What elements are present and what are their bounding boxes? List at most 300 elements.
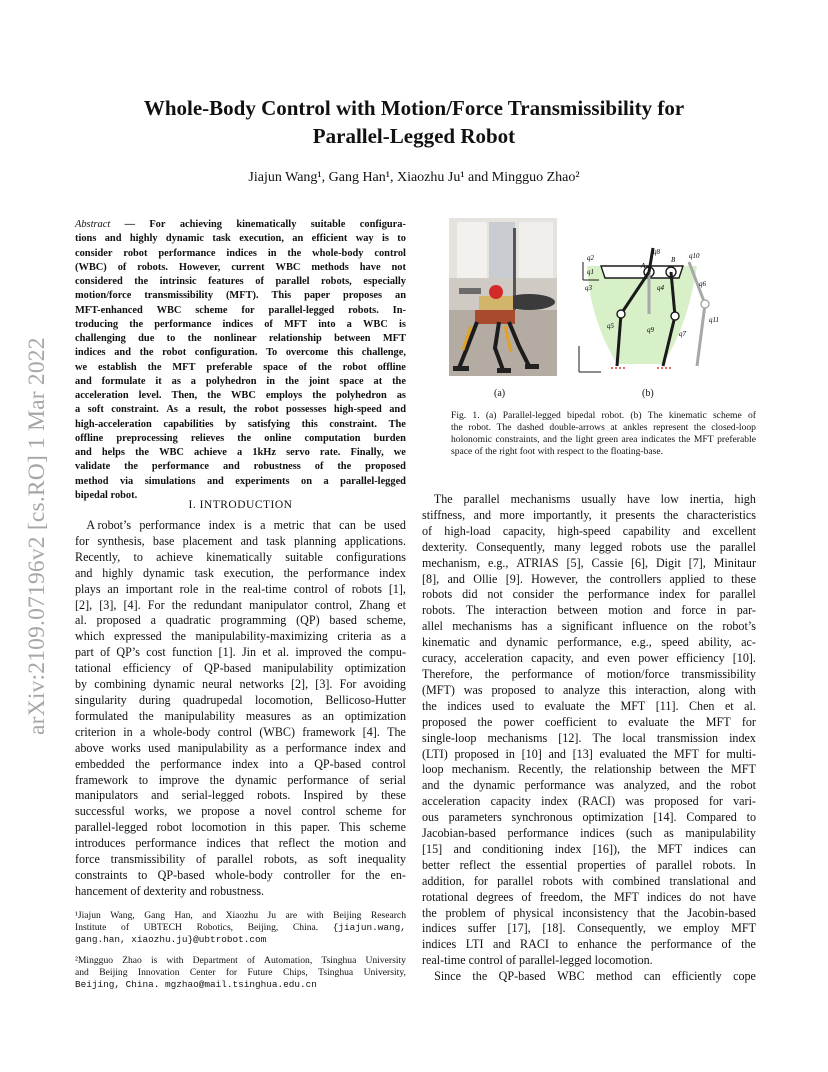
text-word: al. xyxy=(277,645,290,660)
text-word: of xyxy=(100,645,111,660)
paragraph-line xyxy=(75,550,406,566)
text-word: kinematic xyxy=(422,635,470,650)
text-word: simulations xyxy=(144,475,196,487)
text-word: for xyxy=(695,587,710,602)
text-word: for xyxy=(391,804,406,819)
text-word: dynamic xyxy=(506,635,548,650)
text-word: the xyxy=(484,666,500,681)
text-word: to xyxy=(544,682,555,697)
text-word: For xyxy=(149,219,166,230)
text-word: role xyxy=(179,581,199,596)
text-word: parallel-legged xyxy=(75,820,148,835)
text-word: important xyxy=(125,581,173,596)
abstract-line xyxy=(75,432,406,446)
text-word: expressed xyxy=(114,629,162,644)
text-word: these xyxy=(731,571,756,586)
text-word: the xyxy=(741,937,756,952)
text-word: proposed xyxy=(422,714,467,729)
text-word: WBC xyxy=(156,304,182,316)
text-word: Chips, xyxy=(282,967,308,978)
text-word: constraints xyxy=(75,867,128,882)
text-word: use xyxy=(670,539,687,554)
text-word: optimization xyxy=(344,661,406,676)
text-word: The xyxy=(647,410,663,421)
text-word: suffer xyxy=(467,921,496,936)
joint-label-q7: q7 xyxy=(679,330,686,338)
text-word: bipedal xyxy=(567,410,596,421)
text-word: Since xyxy=(422,969,461,984)
text-word: the xyxy=(134,276,149,287)
text-word: index xyxy=(354,740,382,755)
text-word: joint xyxy=(308,375,330,387)
text-word: The xyxy=(388,418,406,430)
text-word: ac- xyxy=(741,635,756,650)
text-word: space xyxy=(263,361,288,373)
text-word: to xyxy=(746,810,756,825)
text-word: [9]. xyxy=(505,571,523,586)
text-word: Beijing xyxy=(333,910,362,921)
text-word: synthesis, xyxy=(97,533,145,548)
paragraph-line xyxy=(75,804,406,820)
text-word: of xyxy=(182,661,193,676)
text-word: possesses xyxy=(286,404,327,416)
text-word: to xyxy=(138,772,149,787)
text-word: due xyxy=(138,333,155,344)
figure-robot-photo xyxy=(449,218,557,376)
text-word: vari- xyxy=(733,794,756,809)
text-word: this xyxy=(337,347,354,359)
text-word: and xyxy=(240,533,259,548)
text-word: addition, xyxy=(422,873,465,888)
paragraph-line xyxy=(422,731,756,747)
text-word: kinematically xyxy=(236,219,297,230)
text-word: robot xyxy=(123,247,148,259)
text-word: especially xyxy=(363,276,406,287)
text-word: between xyxy=(334,333,371,344)
text-word: evaluate xyxy=(544,698,585,713)
text-word: gang.han, xiaozhu.ju}@ubtrobot.com xyxy=(75,934,267,945)
text-word: index xyxy=(554,841,582,856)
text-word: Finally, xyxy=(350,447,384,458)
text-word: and xyxy=(75,447,92,458)
paragraph-line xyxy=(422,556,756,572)
text-word: This xyxy=(271,290,292,302)
text-word: the xyxy=(129,318,144,330)
text-word: a xyxy=(75,404,81,416)
text-word: mechanisms xyxy=(487,730,548,745)
text-word: proposed xyxy=(491,682,536,697)
text-word: and xyxy=(75,565,93,580)
text-word: The xyxy=(422,492,453,506)
text-word: dynamic xyxy=(235,772,277,787)
text-word: parallel xyxy=(497,873,534,888)
text-word: the xyxy=(472,969,488,984)
text-word: nonlinear xyxy=(213,333,257,344)
text-word: transmissibility xyxy=(144,290,214,302)
text-word: kinematic xyxy=(668,410,707,421)
text-word: of xyxy=(422,523,433,538)
text-word: Parallel-legged xyxy=(502,410,561,421)
text-word: can xyxy=(643,969,661,984)
text-word: plays xyxy=(75,581,101,596)
text-word: we xyxy=(393,447,406,458)
text-word: importantly, xyxy=(532,507,592,522)
text-word: WBC xyxy=(557,969,585,984)
text-word: capacity, xyxy=(531,651,574,666)
text-word: whole-body xyxy=(312,247,364,259)
paragraph-line xyxy=(422,492,756,508)
text-word: capabilities xyxy=(163,418,214,430)
text-word: motion xyxy=(344,836,379,851)
text-word: Then, xyxy=(171,390,198,401)
joint-label-q9: q9 xyxy=(647,326,654,334)
text-word: control xyxy=(374,247,406,259)
footnote-affiliation-1 xyxy=(75,910,406,946)
text-word: challenge, xyxy=(361,347,406,359)
text-word: the xyxy=(284,375,299,387)
text-word: the xyxy=(679,714,695,729)
text-word: and xyxy=(653,603,671,618)
text-word: as xyxy=(301,708,312,723)
text-word: capability xyxy=(622,523,671,538)
text-word: characteristics xyxy=(686,507,756,522)
paragraph-line xyxy=(422,619,756,635)
text-word: embedded xyxy=(75,756,125,771)
text-word: paper. xyxy=(300,820,330,835)
text-word: framework xyxy=(302,724,356,739)
text-word: local xyxy=(622,730,646,745)
text-word: significant xyxy=(561,619,613,634)
text-word: the xyxy=(695,539,711,554)
paragraph-line xyxy=(422,937,756,953)
text-word: highly xyxy=(129,233,158,245)
text-word: acceleration xyxy=(422,794,481,809)
text-word: as xyxy=(663,826,674,841)
text-word: the xyxy=(678,433,691,445)
text-word: the xyxy=(663,507,679,522)
text-word: manipulability xyxy=(177,740,249,755)
text-word: [2], xyxy=(290,677,309,692)
text-word: and xyxy=(388,836,406,851)
text-word: to xyxy=(166,333,176,344)
text-word: the xyxy=(563,587,579,602)
text-word: excellent xyxy=(712,523,756,538)
text-word: ²Mingguo xyxy=(75,955,114,966)
text-word: a xyxy=(346,318,352,330)
text-word: proposes xyxy=(343,290,383,302)
text-word: a xyxy=(140,724,146,739)
text-word: robustness xyxy=(253,461,301,473)
text-word: e.g., xyxy=(631,635,652,650)
text-word: and xyxy=(479,635,497,650)
text-word: to xyxy=(558,937,568,952)
abstract-line xyxy=(75,375,406,389)
text-word: space xyxy=(339,375,364,387)
text-word: the xyxy=(347,645,363,660)
text-word: constraint. xyxy=(111,404,159,416)
text-word: dynamic xyxy=(473,778,515,793)
text-word: Wang, xyxy=(110,910,135,921)
text-word: University, xyxy=(363,967,406,978)
kinematic-scheme-diagram xyxy=(571,244,731,376)
abstract-line xyxy=(75,218,406,232)
text-word: performance xyxy=(588,587,650,602)
text-word: Center xyxy=(189,967,216,978)
abstract-line xyxy=(75,361,406,375)
text-word: not xyxy=(709,889,726,904)
text-word: indices xyxy=(693,841,728,856)
text-word: result, xyxy=(197,404,226,416)
text-word: computation xyxy=(304,432,361,444)
text-word: MFT xyxy=(657,841,683,856)
text-word: optimization xyxy=(582,810,644,825)
text-word: used xyxy=(491,698,515,713)
text-word: 1. xyxy=(472,410,480,421)
text-word: considered xyxy=(75,276,123,287)
text-word: robot. xyxy=(601,410,625,421)
paragraph-line xyxy=(75,582,406,598)
text-word: base xyxy=(152,533,175,548)
text-word: (MFT). xyxy=(225,290,259,302)
abstract-line xyxy=(75,318,406,332)
text-word: Tsinghua xyxy=(321,955,357,966)
text-word: (such xyxy=(625,826,653,841)
text-word: the xyxy=(171,629,186,644)
caption-line xyxy=(451,446,756,458)
text-word: control xyxy=(293,581,328,596)
text-word: et xyxy=(262,645,272,660)
text-word: e.g., xyxy=(487,555,509,570)
paragraph-line xyxy=(422,858,756,874)
text-word: presents xyxy=(615,507,655,522)
paragraph-line xyxy=(422,953,756,969)
text-word: in xyxy=(505,746,515,761)
text-word: of xyxy=(264,318,273,330)
text-word: to xyxy=(137,867,148,882)
text-word: influence xyxy=(622,619,668,634)
text-word: high-speed xyxy=(557,523,611,538)
text-word: dashed xyxy=(517,421,544,433)
text-word: In xyxy=(745,857,756,872)
text-word: dynamic xyxy=(142,565,185,580)
footnote-line xyxy=(75,922,406,934)
text-word: efficient xyxy=(311,233,348,245)
text-word: [1], xyxy=(388,581,406,596)
text-word: index xyxy=(659,587,686,602)
robot-photo-illustration xyxy=(449,218,557,376)
text-word: kinematically xyxy=(206,549,273,564)
text-word: efficiency xyxy=(122,661,171,676)
paragraph-line xyxy=(75,534,406,550)
text-word: proposed xyxy=(365,461,406,473)
text-word: relationship xyxy=(594,762,652,777)
text-word: an xyxy=(395,290,406,302)
text-word: polyhedron xyxy=(336,390,387,401)
text-word: hancement of dexterity and robustness. xyxy=(75,883,265,898)
text-word: the xyxy=(663,905,679,920)
text-word: performance xyxy=(507,826,569,841)
text-word: programming xyxy=(220,613,287,628)
text-word: mechanism. xyxy=(451,762,510,777)
text-word: have xyxy=(627,492,650,506)
text-word: evaluate xyxy=(628,714,669,729)
text-word: motion/force xyxy=(75,290,132,302)
text-word: validate xyxy=(75,461,111,473)
text-word: performance xyxy=(524,778,586,793)
text-word: inertia, xyxy=(689,492,724,506)
text-word: singularity xyxy=(75,692,127,707)
text-word: This xyxy=(339,820,361,835)
abstract-line xyxy=(75,261,406,275)
text-word: inequality xyxy=(357,852,406,867)
text-word: for xyxy=(473,873,488,888)
text-word: the xyxy=(237,432,252,444)
caption-line xyxy=(451,434,756,446)
text-word: (a) xyxy=(485,410,497,421)
text-word: curacy, xyxy=(422,651,457,666)
text-word: intrinsic xyxy=(159,276,197,287)
text-word: space of the right foot with respect to the floating-base. xyxy=(451,445,664,457)
text-word: [1]. xyxy=(218,645,236,660)
text-word: control xyxy=(217,724,253,739)
text-word: the xyxy=(287,247,302,259)
text-word: and xyxy=(222,461,240,473)
text-word: acceleration xyxy=(464,651,523,666)
text-word: the xyxy=(147,361,162,373)
text-word: experiments xyxy=(235,475,290,487)
text-word: the xyxy=(698,619,713,634)
paragraph-line xyxy=(422,540,756,556)
text-word: execution, xyxy=(239,233,284,245)
text-word: allel xyxy=(422,619,443,634)
text-word: by xyxy=(75,677,88,692)
text-word: the xyxy=(626,937,642,952)
text-word: was xyxy=(463,682,483,697)
text-word: of xyxy=(584,666,595,681)
arxiv-identifier-stamp: arXiv:2109.07196v2 [cs.RO] 1 Mar 2022 xyxy=(24,337,50,735)
text-word: robots. xyxy=(257,788,291,803)
text-word: Zhang xyxy=(359,597,391,612)
text-word: The xyxy=(592,730,612,745)
knee-joint xyxy=(701,300,709,308)
text-word: manipulators xyxy=(75,788,139,803)
text-word: level. xyxy=(138,390,162,401)
text-word: of xyxy=(255,276,264,287)
abstract-line xyxy=(75,332,406,346)
text-word: Fig. xyxy=(451,410,467,421)
text-word: works xyxy=(111,740,141,755)
text-word: indices xyxy=(222,318,254,330)
paragraph-line xyxy=(422,747,756,763)
text-word: consider xyxy=(75,247,113,259)
text-word: satisfying xyxy=(247,418,290,430)
text-word: essential xyxy=(525,857,568,872)
text-word: MFT xyxy=(731,762,756,777)
text-word: MFT xyxy=(614,889,639,904)
text-word: [2], xyxy=(75,597,93,612)
text-word: for xyxy=(340,867,355,882)
text-word: bipedal robot. xyxy=(75,489,138,501)
text-word: burden xyxy=(373,432,406,444)
text-word: Beijing xyxy=(99,967,128,978)
text-word: and xyxy=(447,571,465,586)
text-word: high xyxy=(734,492,756,506)
text-word: properties xyxy=(577,857,626,872)
text-word: and xyxy=(104,233,122,245)
text-word: Chen xyxy=(688,698,715,713)
text-word: serial xyxy=(379,772,406,787)
text-word: (RACI) xyxy=(578,794,616,809)
text-word: consider xyxy=(512,587,554,602)
text-word: [5], xyxy=(566,555,584,570)
text-word: cost xyxy=(146,645,166,660)
paragraph-line xyxy=(422,651,756,667)
text-word: of xyxy=(721,937,732,952)
joint-label-q4: q4 xyxy=(657,284,664,292)
text-word: To xyxy=(266,347,278,359)
text-word: criterion xyxy=(75,724,116,739)
text-word: a xyxy=(400,629,406,644)
text-word: troducing xyxy=(75,318,119,330)
text-word: of xyxy=(334,581,345,596)
text-word: robot xyxy=(730,778,756,793)
text-word: controllers xyxy=(609,571,662,586)
text-word: formulate xyxy=(101,375,146,387)
paragraph-line xyxy=(75,613,406,629)
text-word: the xyxy=(365,867,381,882)
text-word: configuration. xyxy=(194,347,258,359)
text-word: applications. xyxy=(344,533,406,548)
text-word: parallel xyxy=(656,857,693,872)
text-word: stiffness, xyxy=(422,507,466,522)
text-word: networks xyxy=(239,677,284,692)
text-word: between xyxy=(659,762,700,777)
text-word: into xyxy=(269,756,288,771)
paragraph-line xyxy=(422,969,756,985)
text-word: [8], xyxy=(422,571,440,586)
text-word: WBC xyxy=(363,318,388,330)
text-word: QP-based xyxy=(314,756,362,771)
text-word: speed xyxy=(661,635,689,650)
text-word: parallel xyxy=(275,276,310,287)
text-word: into xyxy=(318,318,336,330)
text-word: employs xyxy=(265,390,303,401)
text-word: as xyxy=(171,375,181,387)
text-word: is xyxy=(381,233,389,245)
leg-passive-link xyxy=(697,304,705,366)
text-word: parameters xyxy=(448,810,502,825)
text-word: ATRIAS xyxy=(516,555,559,570)
text-word: a xyxy=(185,404,191,416)
text-word: it xyxy=(600,507,607,522)
text-word: LTI xyxy=(465,937,484,952)
text-word: the xyxy=(451,421,463,433)
text-word: the xyxy=(124,461,138,473)
text-word: an xyxy=(322,708,335,723)
text-word: we xyxy=(75,361,88,373)
text-word: paper xyxy=(304,290,331,302)
text-word: efficiency xyxy=(676,651,725,666)
text-word: [11]. xyxy=(655,698,679,713)
footnote-affiliation-2 xyxy=(75,955,406,991)
text-word: preferable xyxy=(206,361,253,373)
text-word: [16]), xyxy=(592,841,621,856)
text-word: as xyxy=(381,629,392,644)
text-word: manipulability xyxy=(262,661,334,676)
text-word: WBC xyxy=(231,390,256,401)
text-word: Han, xyxy=(174,910,193,921)
text-word: indices xyxy=(422,937,457,952)
